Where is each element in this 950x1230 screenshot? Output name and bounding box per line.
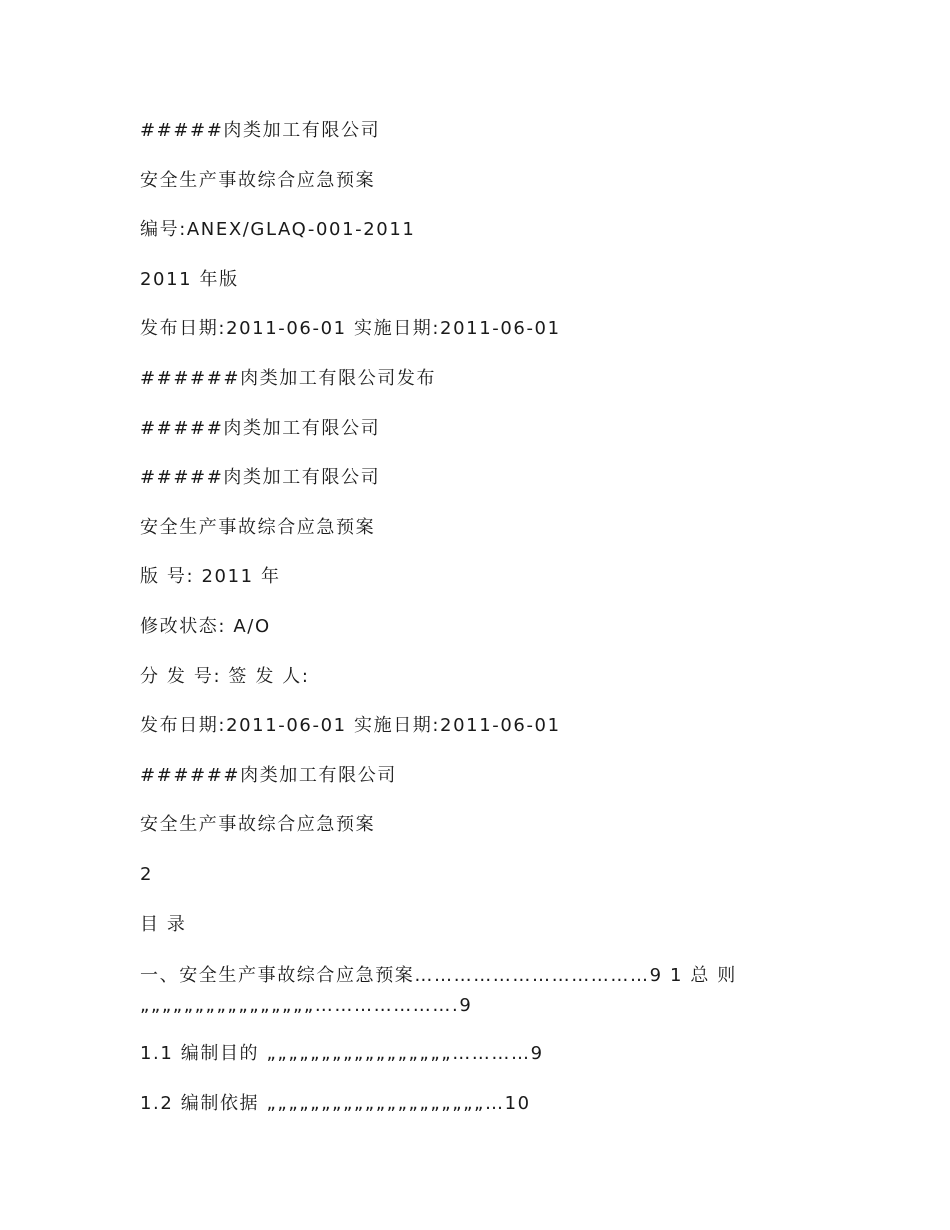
page-number: 2 xyxy=(140,863,154,885)
distribution-signatory: 分 发 号: 签 发 人: xyxy=(140,665,310,687)
company-name: ######肉类加工有限公司 xyxy=(140,764,397,786)
publisher: ######肉类加工有限公司发布 xyxy=(140,367,437,389)
company-name: #####肉类加工有限公司 xyxy=(140,417,381,439)
toc-entry: 1.1 编制目的 „„„„„„„„„„„„„„„„„…………9 xyxy=(140,1043,544,1065)
toc-entry: 1.2 编制依据 „„„„„„„„„„„„„„„„„„„„…10 xyxy=(140,1092,531,1114)
company-name: #####肉类加工有限公司 xyxy=(140,120,381,141)
publish-dates: 发布日期:2011-06-01 实施日期:2011-06-01 xyxy=(140,715,561,737)
document-title: 安全生产事故综合应急预案 xyxy=(140,814,376,836)
revision-status: 修改状态: A/O xyxy=(140,615,271,637)
company-name: #####肉类加工有限公司 xyxy=(140,467,381,489)
publish-dates: 发布日期:2011-06-01 实施日期:2011-06-01 xyxy=(140,318,561,340)
document-title: 安全生产事故综合应急预案 xyxy=(140,169,376,191)
toc-entry: 一、安全生产事故综合应急预案………………………………9 1 总 则„„„„„„„„„„„„„„„„………………….9 xyxy=(140,965,737,1017)
document-page xyxy=(140,118,830,1140)
edition: 2011 年版 xyxy=(140,268,239,290)
version-number: 版 号: 2011 年 xyxy=(140,566,281,588)
toc-heading: 目 录 xyxy=(140,913,187,935)
document-title: 安全生产事故综合应急预案 xyxy=(140,516,376,538)
document-number: 编号:ANEX/GLAQ-001-2011 xyxy=(140,219,416,241)
